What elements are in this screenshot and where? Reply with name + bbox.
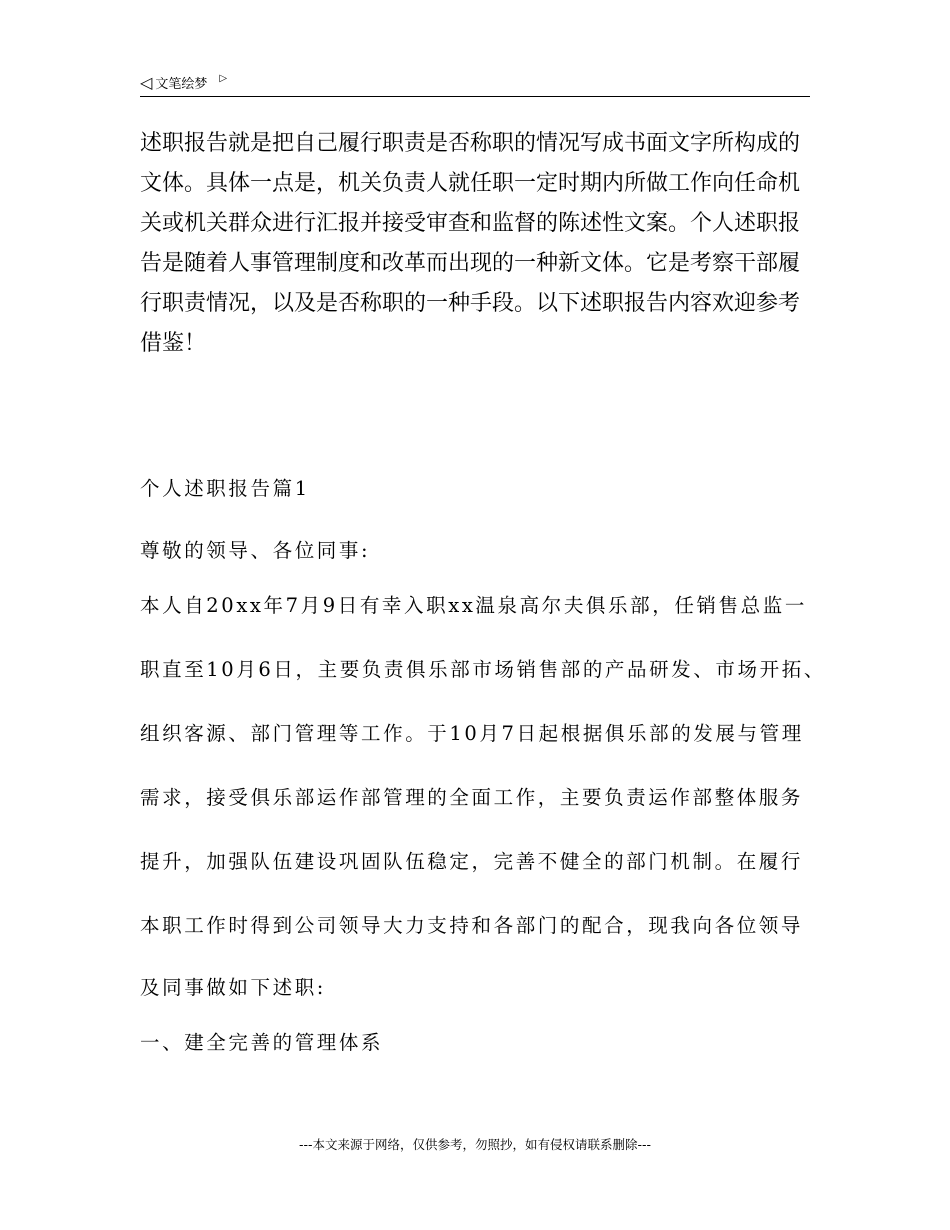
intro-line: 关或机关群众进行汇报并接受审查和监督的陈述性文案。个人述职报 [140, 211, 801, 236]
paragraph-line: 职直至10月6日，主要负责俱乐部市场销售部的产品研发、市场开拓、 [140, 658, 826, 681]
intro-line: 文体。具体一点是，机关负责人就任职一定时期内所做工作向任命机 [140, 171, 801, 196]
intro-paragraph [140, 124, 810, 364]
paragraph-line: 本人自20xx年7月9日有幸入职xx温泉高尔夫俱乐部，任销售总监一 [140, 594, 807, 617]
header-brand: 文笔绘梦 [155, 77, 208, 92]
intro-line: 行职责情况，以及是否称职的一种手段。以下述职报告内容欢迎参考 [140, 291, 801, 316]
section-heading: 一、建全完善的管理体系 [140, 1031, 384, 1054]
page-header [140, 70, 810, 97]
paragraph-line: 本职工作时得到公司领导大力支持和各部门的配合，现我向各位领导 [140, 914, 804, 937]
footer-notice: ---本文来源于网络，仅供参考，勿照抄，如有侵权请联系删除--- [298, 1137, 652, 1152]
triangle-left-icon: ◁ [140, 72, 153, 92]
paragraph-line: 提升，加强队伍建设巩固队伍稳定，完善不健全的部门机制。在履行 [140, 850, 804, 873]
intro-line: 告是随着人事管理制度和改革而出现的一种新文体。它是考察干部履 [140, 251, 801, 276]
paragraph-line: 组织客源、部门管理等工作。于10月7日起根据俱乐部的发展与管理 [140, 722, 804, 745]
intro-line: 述职报告就是把自己履行职责是否称职的情况写成书面文字所构成的 [140, 131, 801, 156]
article-title: 个人述职报告篇1 [140, 477, 310, 500]
triangle-right-icon: ▷ [219, 72, 228, 84]
paragraph-line: 需求，接受俱乐部运作部管理的全面工作，主要负责运作部整体服务 [140, 786, 804, 809]
header-brand-group [140, 73, 227, 92]
intro-line: 借鉴！ [140, 331, 207, 356]
salutation: 尊敬的领导、各位同事: [140, 539, 371, 562]
paragraph-line: 及同事做如下述职: [140, 976, 326, 999]
